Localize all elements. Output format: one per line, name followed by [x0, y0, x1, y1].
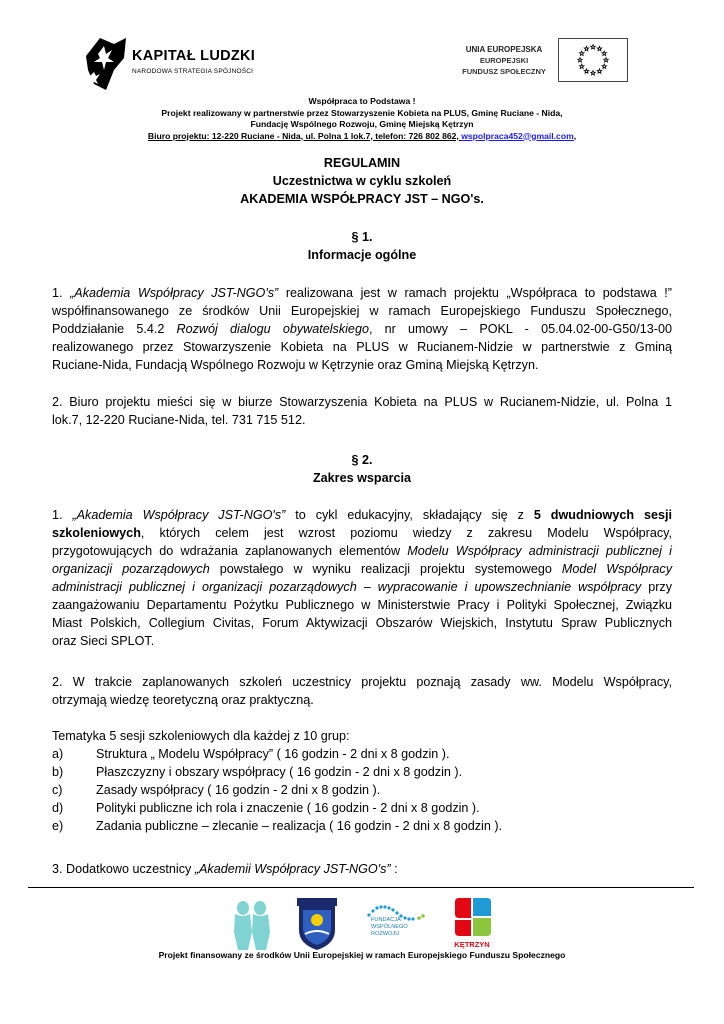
eu-star-icon [579, 51, 584, 55]
text-line: 3. Dodatkowo uczestnicy „Akademii Współpracy JST-NGO's” : [52, 862, 398, 876]
eu-star-icon [602, 64, 607, 68]
ketrzyn-logo [451, 898, 493, 952]
text-line: 1. „Akademia Współpracy JST-NGO's” to cykl edukacyjny, składający się z 5 dwudniowych sesji [52, 508, 672, 522]
text-line: szkoleniowych, których celem jest wzrost poziomu wiedzy z zakresu Modelu Współpracy, [52, 526, 672, 540]
section-1-paragraph-2 [52, 393, 672, 429]
doc-title-block [52, 154, 672, 208]
section-2-heading [52, 451, 672, 487]
project-partners-cont: Fundację Wspólnego Rozwoju, Gminę Miejską Kętrzyn [250, 119, 474, 129]
footer-divider [28, 887, 694, 888]
text-line: Ruciane-Nida, Fundacją Wspólnego Rozwoju w Kętrzynie oraz Gminą Miejską Kętrzyn. [52, 358, 539, 372]
eu-line-3: FUNDUSZ SPOŁECZNY [462, 67, 546, 76]
eu-star-icon [597, 46, 602, 50]
doc-subtitle-2: AKADEMIA WSPÓŁPRACY JST – NGO's. [240, 192, 484, 206]
project-address-line [60, 131, 664, 143]
section-1-number: § 1. [351, 230, 373, 244]
topics-block [52, 727, 672, 835]
eu-star-icon [579, 64, 584, 68]
text-line: współfinansowanego ze środków Unii Europejskiej w ramach Europejskiego Funduszu Społecznego, [52, 304, 672, 318]
eu-line-1: UNIA EUROPEJSKA [465, 45, 543, 54]
kapital-ludzki-emblem-icon [84, 36, 128, 92]
fwr-line-2: WSPÓLNEGO [371, 924, 408, 930]
list-item: b) Płaszczyzny i obszary współpracy ( 16 godzin - 2 dni x 8 godzin ). [52, 765, 463, 779]
eu-star-icon [578, 58, 583, 62]
footer-funding-note: Projekt finansowany ze środków Unii Europejskiej w ramach Europejskiego Funduszu Społecznego [158, 950, 566, 960]
eu-text [454, 44, 554, 77]
kapital-ludzki-subtitle: NARODOWA STRATEGIA SPÓJNOŚCI [132, 68, 254, 75]
ruciane-nida-logo [297, 898, 337, 950]
list-item: a) Struktura „ Modelu Współpracy” ( 16 godzin - 2 dni x 8 godzin ). [52, 747, 450, 761]
text-line: oraz Sieci SPLOT. [52, 634, 155, 648]
section-2-number: § 2. [351, 453, 373, 467]
fwr-line-3: ROZWOJU [371, 931, 400, 937]
section-2-paragraph-1 [52, 506, 672, 650]
eu-logo [450, 36, 632, 88]
project-email-link[interactable]: wspolpraca452@gmail.com [461, 130, 574, 141]
text-line: administracji publicznej i organizacji pozarządowych – wypracowanie i upowszechnianie współpracy przy [52, 580, 672, 594]
eu-star-icon [584, 46, 589, 50]
doc-title: REGULAMIN [323, 156, 401, 170]
eu-star-icon [597, 69, 602, 73]
section-2-paragraph-3 [52, 860, 672, 878]
topics-intro: Tematyka 5 sesji szkoleniowych dla każdej z 10 grup: [52, 729, 350, 743]
fwr-text [371, 917, 408, 938]
project-email-suffix: , [573, 130, 577, 141]
doc-subtitle: Uczestnictwa w cyklu szkoleń [272, 174, 452, 188]
text-line: realizowanego przez Stowarzyszenie Kobieta na PLUS w Rucianem-Nidzie w partnerstwie z Gminą [52, 340, 672, 354]
eu-star-icon [591, 71, 596, 75]
kapital-ludzki-logo [84, 36, 284, 94]
list-item: d) Polityki publiczne ich rola i znaczenie ( 16 godzin - 2 dni x 8 godzin ). [52, 801, 480, 815]
text-line: 2. Biuro projektu mieści się w biurze Stowarzyszenia Kobieta na PLUS w Rucianem-Nidzie, ul. Polna 1 [52, 395, 672, 409]
eu-star-icon [602, 51, 607, 55]
section-2-title: Zakres wsparcia [312, 471, 411, 485]
women-silhouette-icon [226, 898, 276, 950]
fundacja-wspolnego-rozwoju-logo [365, 905, 435, 945]
section-1-paragraph-1 [52, 284, 672, 374]
list-item: e) Zadania publiczne – zlecanie – realizacja ( 16 godzin - 2 dni x 8 godzin ). [52, 819, 503, 833]
text-line: 2. W trakcie zaplanowanych szkoleń uczestnicy projektu poznają zasady ww. Modelu Współpracy, [52, 675, 672, 689]
text-line: 1. „Akademia Współpracy JST-NGO's” realizowana jest w ramach projektu „Współpraca to podstawa !” [52, 286, 672, 300]
fwr-line-1: FUNDACJA [371, 917, 401, 923]
topics-list [52, 745, 672, 835]
eu-line-2: EUROPEJSKI [479, 56, 529, 65]
eu-star-icon [591, 45, 596, 49]
project-partners: Projekt realizowany w partnerstwie przez Stowarzyszenie Kobieta na PLUS, Gminę Ruciane - Nida, [161, 107, 563, 118]
project-header [60, 96, 664, 142]
text-line: przygotowujących do wdrażania zaplanowanych elementów Modelu Współpracy administracji publicznej i [52, 544, 672, 558]
section-2-paragraph-2 [52, 673, 672, 709]
project-name: Współpraca to Podstawa ! [308, 96, 416, 106]
eu-star-icon [584, 69, 589, 73]
ketrzyn-blocks-icon [453, 898, 495, 940]
eu-flag-icon [558, 38, 628, 82]
ketrzyn-label: KĘTRZYN [454, 940, 490, 949]
text-line: otrzymają wiedzę teoretyczną oraz praktyczną. [52, 693, 314, 707]
project-address: Biuro projektu: 12-220 Ruciane - Nida, ul. Polna 1 lok.7, telefon: 726 802 862, [147, 130, 459, 141]
list-item: c) Zasady współpracy ( 16 godzin - 2 dni x 8 godzin ). [52, 783, 381, 797]
section-1-title: Informacje ogólne [307, 248, 417, 262]
ruciane-nida-crest-icon [297, 898, 337, 950]
text-line: organizacji pozarządowych powstałego w wyniku realizacji projektu systemowego Model Współpracy [52, 562, 672, 576]
text-line: Miast Polskich, Collegium Civitas, Forum Aktywizacji Obszarów Wiejskich, Instytutu Spraw Publicznych [52, 616, 672, 630]
text-line: Poddziałanie 5.4.2 Rozwój dialogu obywatelskiego, nr umowy – POKL - 05.04.02-00-G50/13-00 [52, 322, 672, 336]
text-line: lok.7, 12-220 Ruciane-Nida, tel. 731 715 512. [52, 413, 306, 427]
section-1-heading [52, 228, 672, 264]
text-line: zaangażowaniu Departamentu Pożytku Publicznego w Ministerstwie Pracy i Polityki Społecznej, Związku [52, 598, 672, 612]
kapital-ludzki-title: KAPITAŁ LUDZKI [132, 48, 256, 64]
eu-star-icon [604, 58, 609, 62]
kobieta-na-plus-logo [226, 898, 276, 950]
